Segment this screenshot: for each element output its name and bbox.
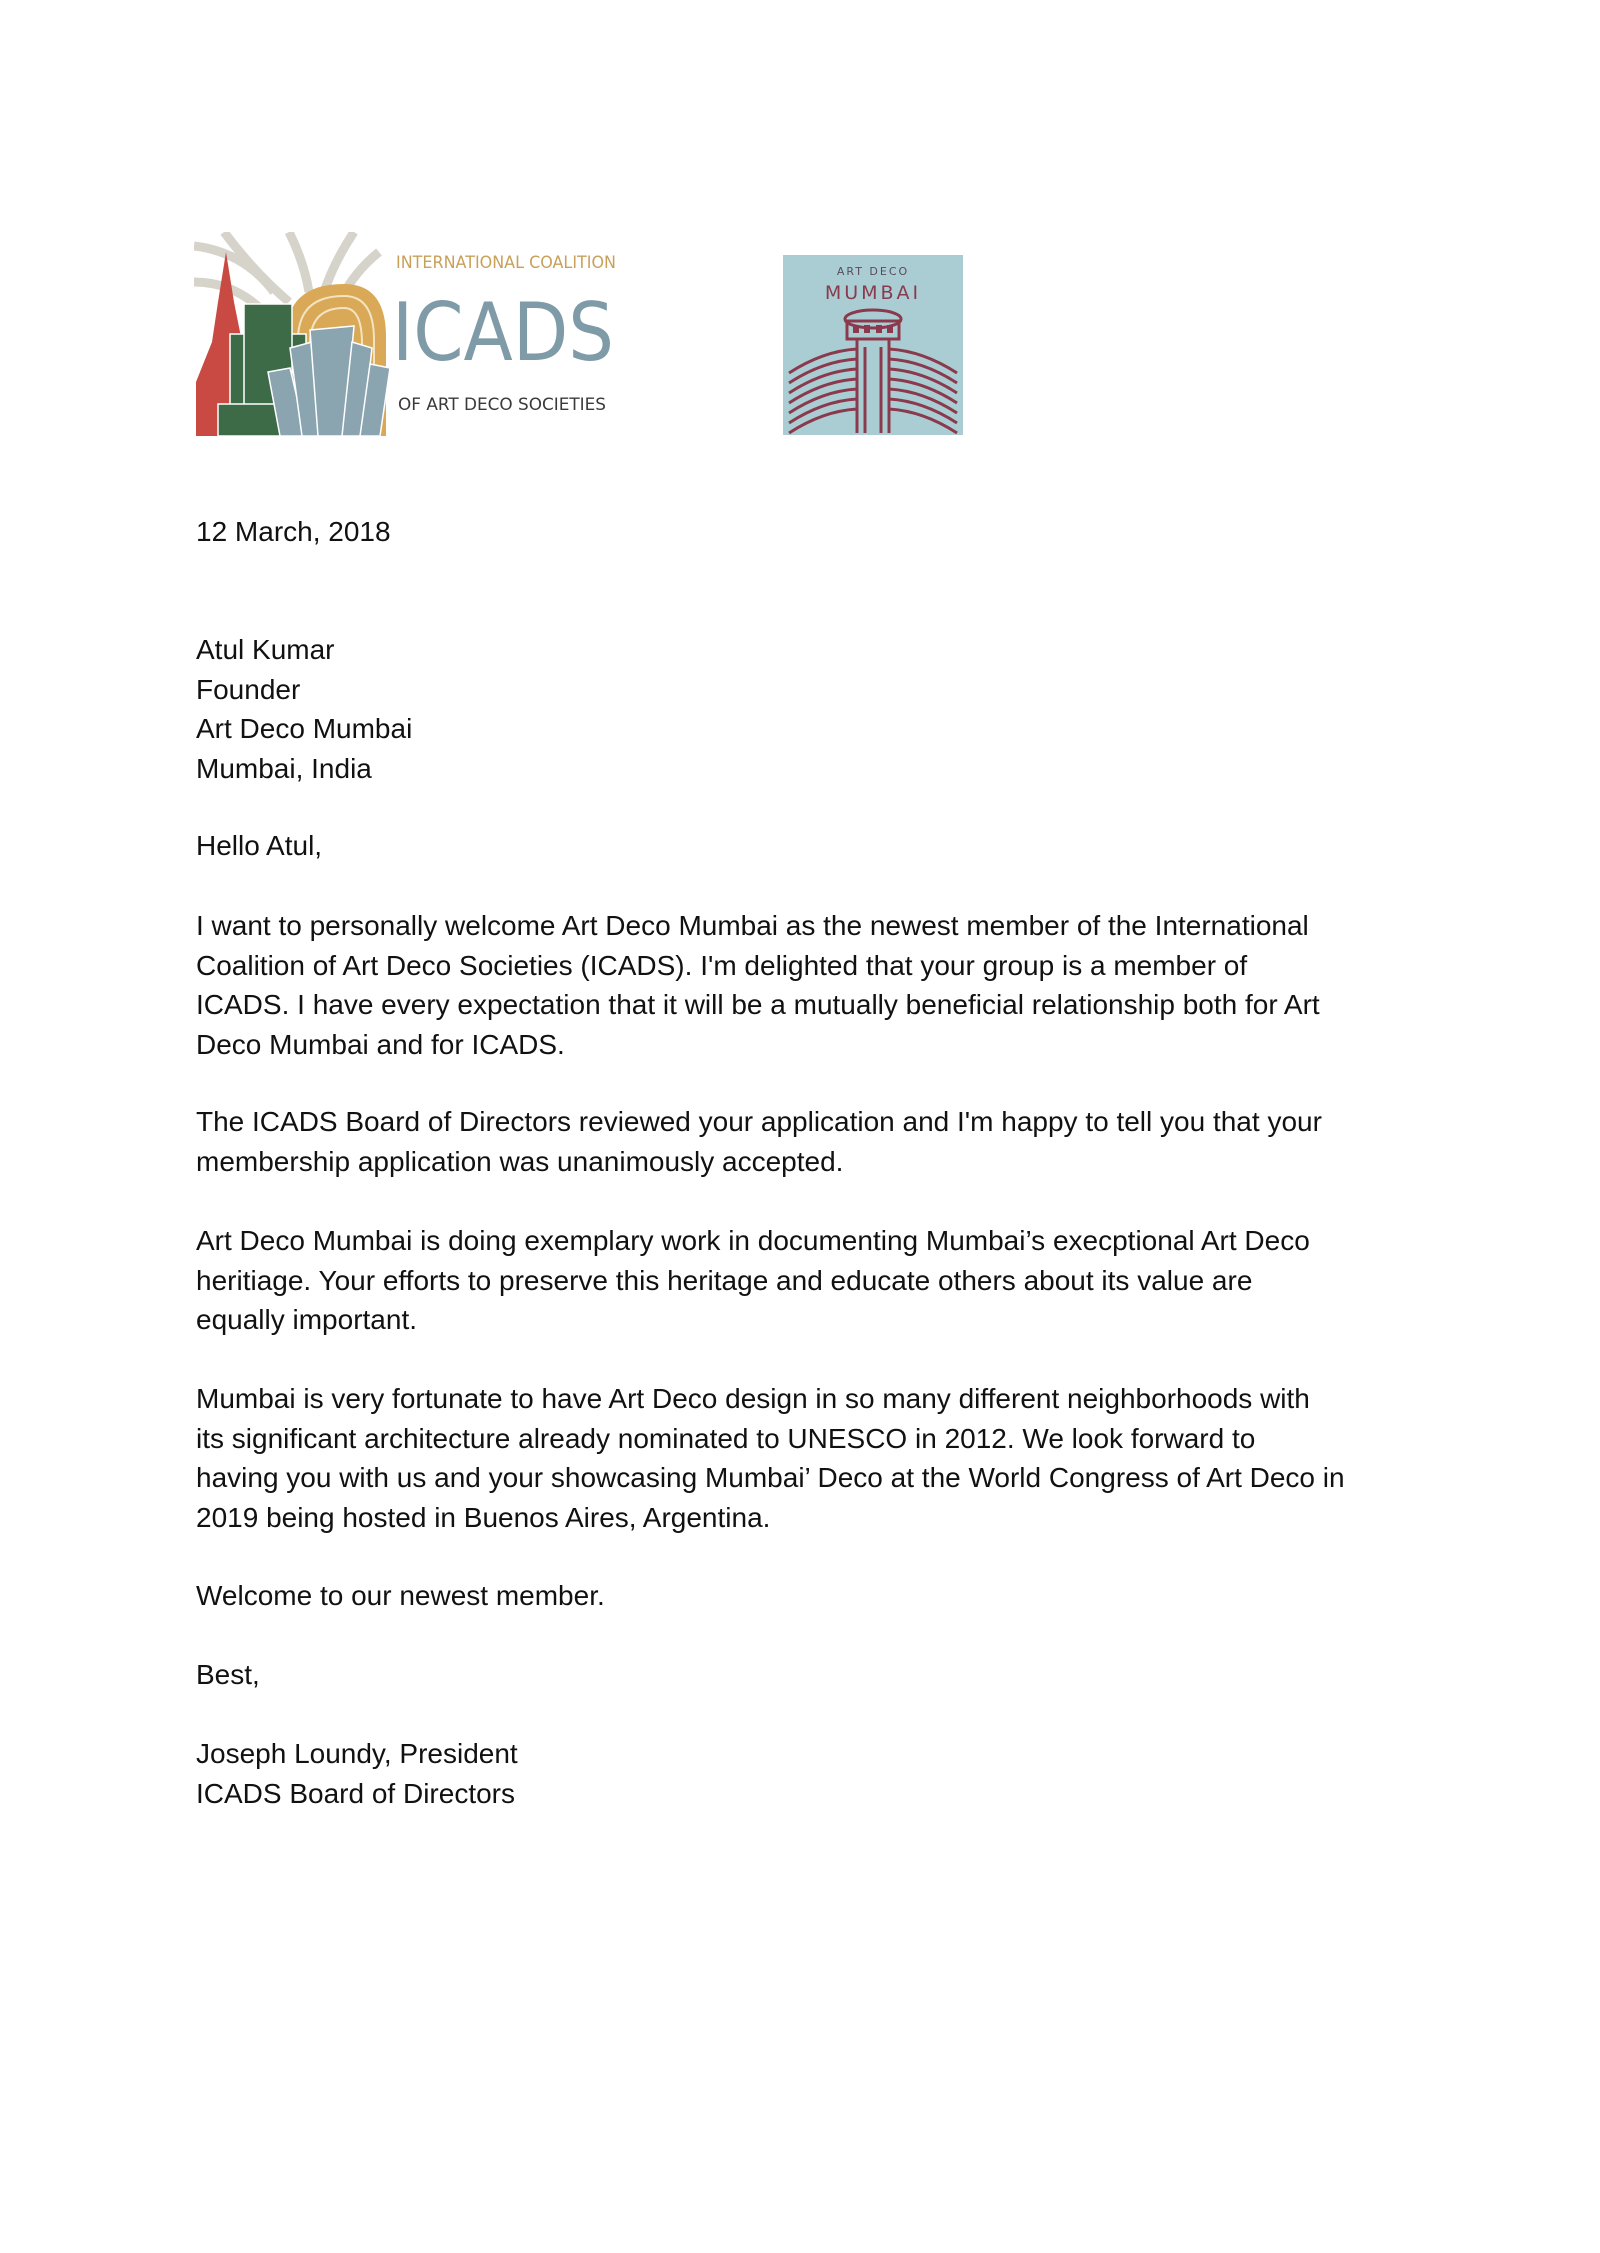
paragraph-line: I want to personally welcome Art Deco Mumbai as the newest member of the International <box>196 910 1309 941</box>
signer-organization: ICADS Board of Directors <box>196 1777 515 1809</box>
paragraph-acceptance <box>196 1102 1436 1181</box>
recipient-address <box>196 630 1436 788</box>
icads-bottom-text: OF ART DECO SOCIETIES <box>398 395 606 415</box>
paragraph-welcome <box>196 906 1436 1064</box>
sign-off: Best, <box>196 1659 260 1690</box>
paragraph-line: Deco Mumbai and for ICADS. <box>196 1028 565 1060</box>
icads-top-text: INTERNATIONAL COALITION <box>396 253 616 273</box>
closing-line: Welcome to our newest member. <box>196 1580 605 1611</box>
paragraph-line: Mumbai is very fortunate to have Art Deco design in so many different neighborhoods with <box>196 1383 1310 1414</box>
paragraph-line: having you with us and your showcasing Mumbai’ Deco at the World Congress of Art Deco in <box>196 1462 1345 1493</box>
paragraph-line: equally important. <box>196 1304 418 1335</box>
mumbai-logo-top-text: ART DECO <box>836 265 910 278</box>
icads-logo <box>194 232 620 436</box>
paragraph-line: ICADS. I have every expectation that it will be a mutually beneficial relationship both for Art <box>196 989 1320 1020</box>
paragraph-line: heritiage. Your efforts to preserve this heritage and educate others about its value are <box>196 1264 1253 1296</box>
paragraph-line: The ICADS Board of Directors reviewed your application and I'm happy to tell you that your <box>196 1106 1322 1137</box>
recipient-name: Atul Kumar <box>196 634 335 665</box>
greeting: Hello Atul, <box>196 830 323 861</box>
signer-name: Joseph Loundy, President <box>196 1738 518 1769</box>
paragraph-line: membership application was unanimously accepted. <box>196 1145 844 1177</box>
signature-block <box>196 1734 1436 1813</box>
icads-main-text: ICADS <box>392 286 614 379</box>
recipient-location: Mumbai, India <box>196 752 372 784</box>
paragraph-line: Coalition of Art Deco Societies (ICADS). I'm delighted that your group is a member of <box>196 949 1248 981</box>
paragraph-line: Art Deco Mumbai is doing exemplary work in documenting Mumbai’s execptional Art Deco <box>196 1225 1310 1256</box>
paragraph-congress <box>196 1379 1436 1537</box>
art-deco-mumbai-logo <box>783 255 963 435</box>
paragraph-line: its significant architecture already nominated to UNESCO in 2012. We look forward to <box>196 1422 1256 1454</box>
recipient-title: Founder <box>196 673 301 705</box>
paragraph-line: 2019 being hosted in Buenos Aires, Argentina. <box>196 1501 771 1533</box>
paragraph-work <box>196 1221 1436 1340</box>
mumbai-logo-main-text: MUMBAI <box>824 282 922 304</box>
letter-date: 12 March, 2018 <box>196 516 391 547</box>
recipient-organization: Art Deco Mumbai <box>196 713 413 744</box>
